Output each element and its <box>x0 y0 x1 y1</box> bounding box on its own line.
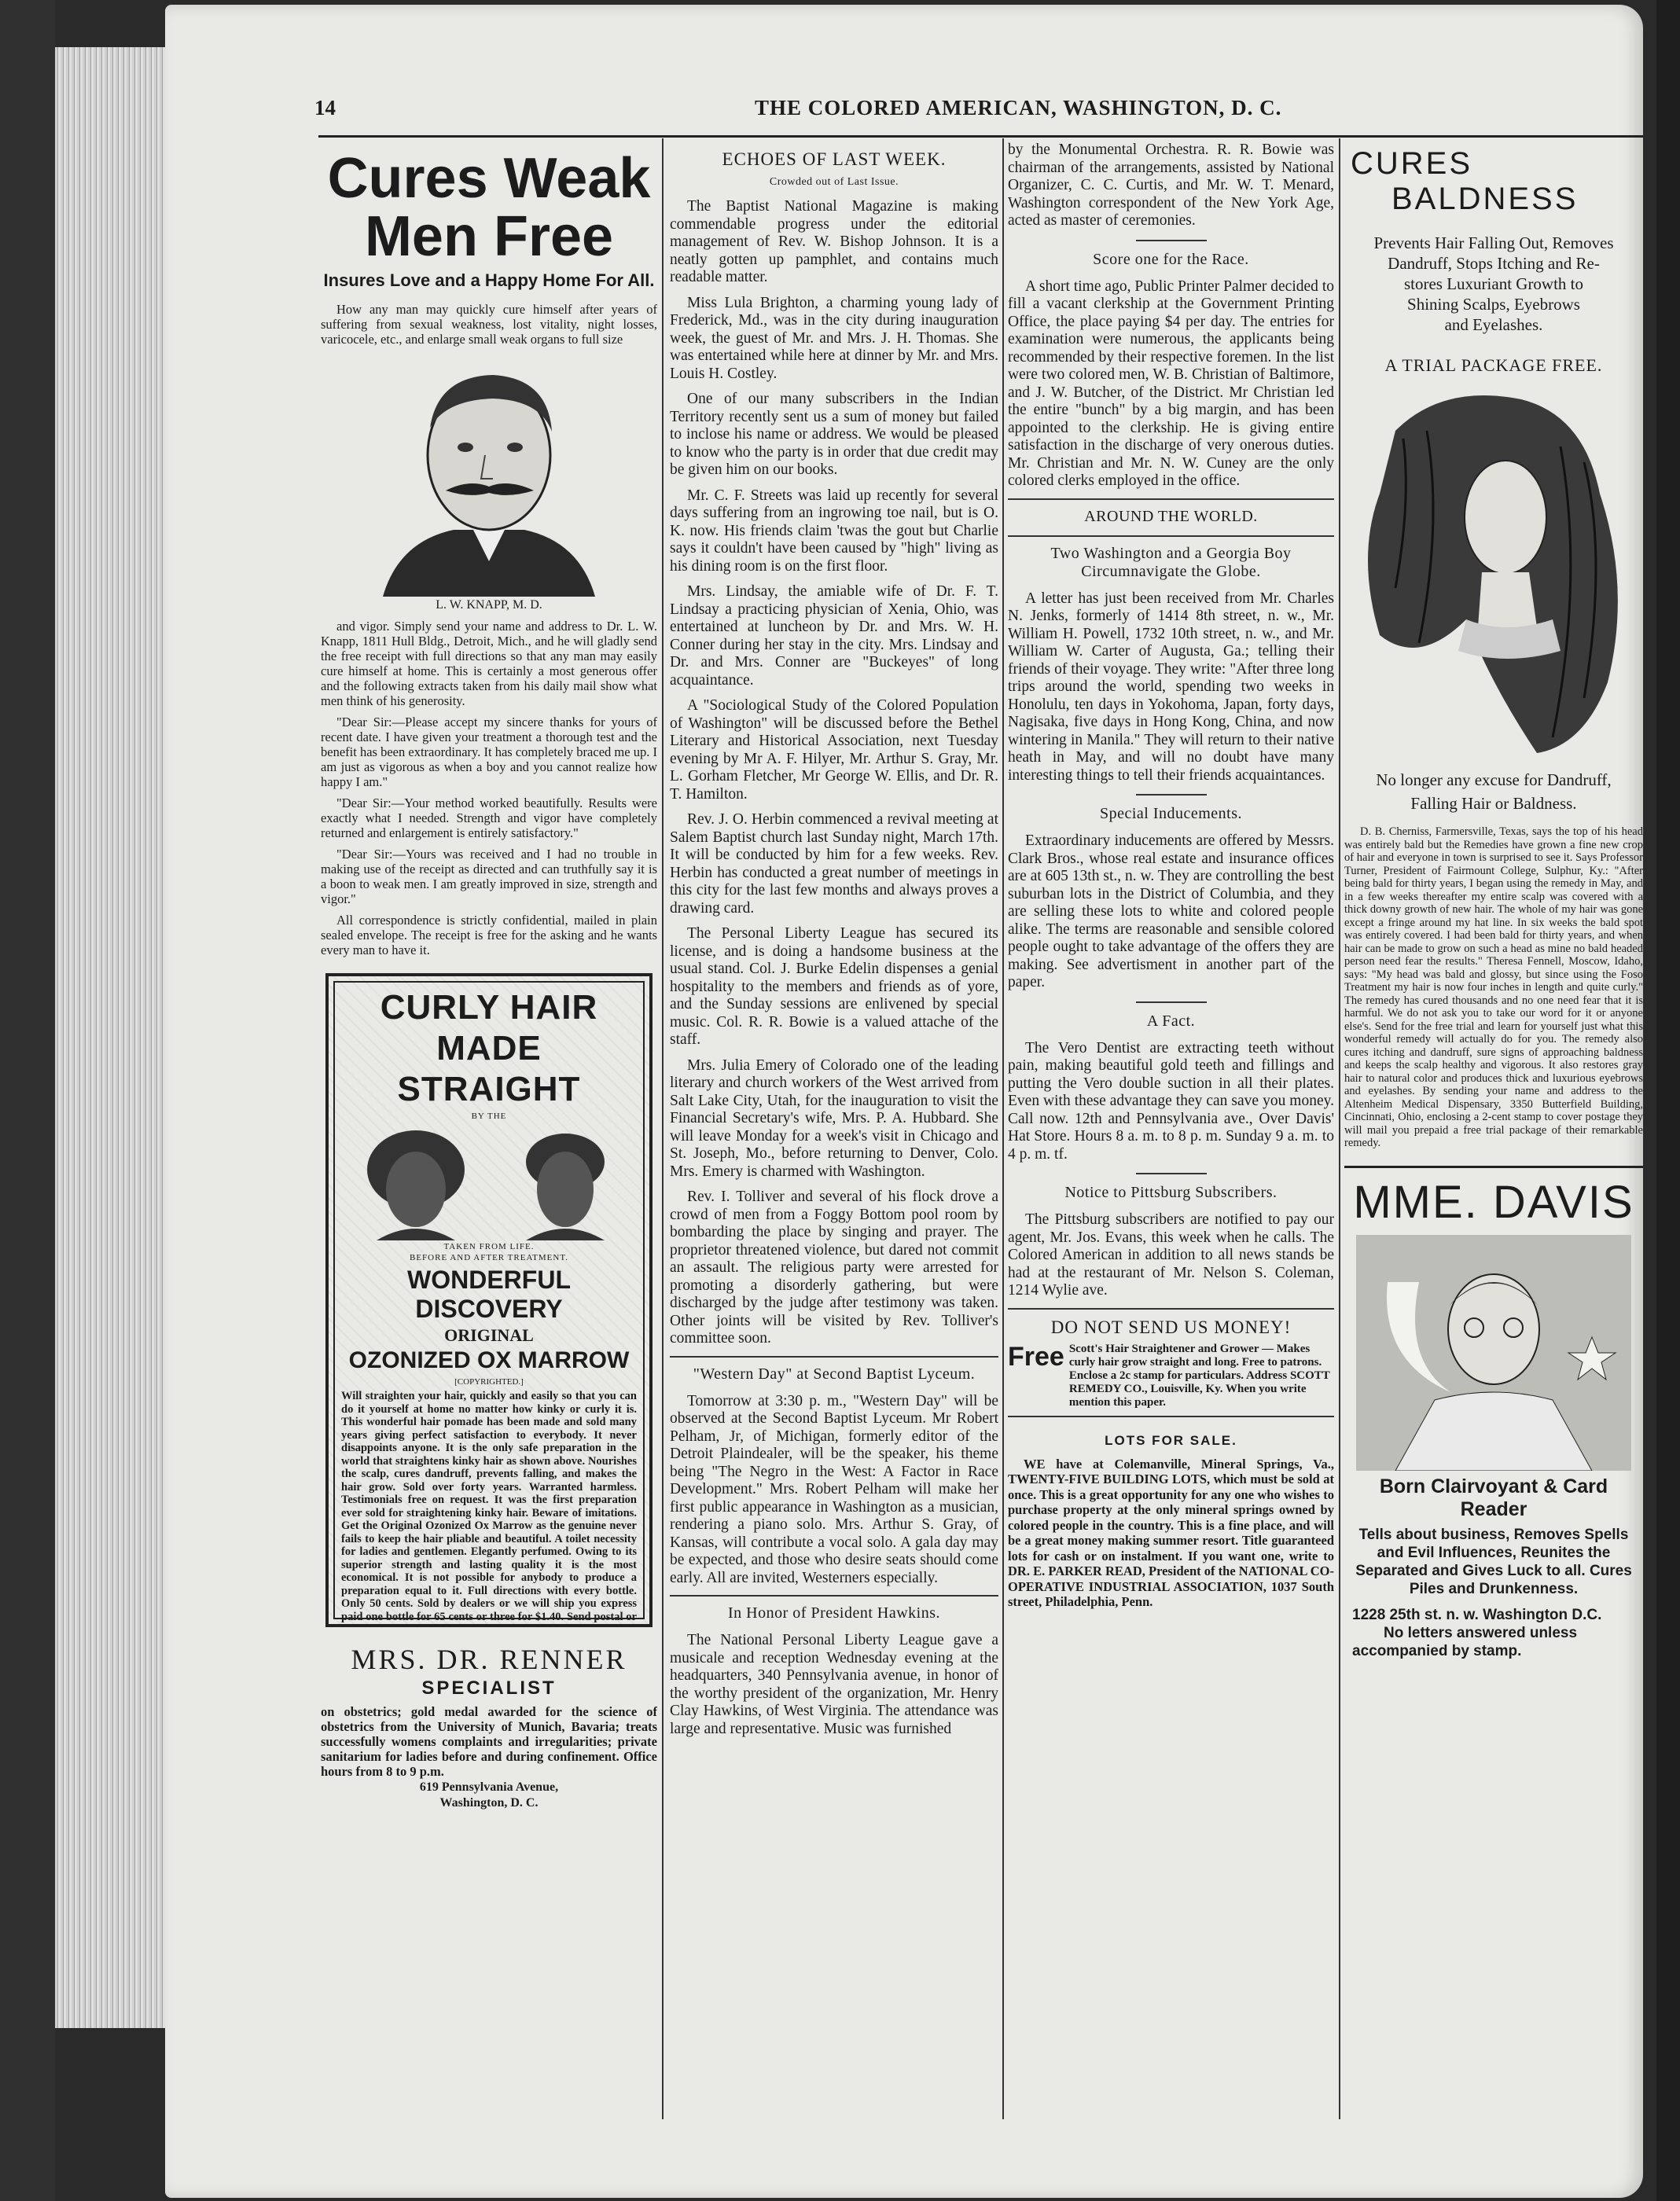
divider <box>1136 1001 1207 1003</box>
free-word: Free <box>1008 1341 1064 1372</box>
ozonized-label: OZONIZED OX MARROW <box>348 1347 630 1373</box>
ad-body: and vigor. Simply send your name and address to Dr. L. W. Knapp, 1811 Hull Bldg., Detroit, Mich., and he will gladly send the free receipt with full directions so that any man may easily cure himself at home. This is certainly a most generous offer and the following extracts taken from his daily mail show what men think of his generosity. <box>321 619 657 708</box>
testimonial: "Dear Sir:—Your method worked beautifully. Results were exactly what I needed. Strength and vigor have completely returned and enlargement is entirely satisfactory." <box>321 796 657 840</box>
column-rule <box>662 138 664 2119</box>
continued-text: by the Monumental Orchestra. R. R. Bowie was chairman of the arrangements, assisted by National Organizer, C. C. Curtis, and Mr. W. T. Menard, Washington correspondent of the New York Age, acted as master of ceremonies. <box>1008 141 1334 229</box>
echo-paragraph: The Personal Liberty League has secured its license, and is doing a handsome business at the usual stand. Col. J. Burke Edelin dispenses a genial hospitality to the members and friends as of yore, and the Sunday sessions are enlivened by special music. Col. R. R. Bowie is a valued attache of the staff. <box>670 925 998 1048</box>
curly-title-1: CURLY HAIR <box>380 988 598 1027</box>
divider <box>1008 535 1334 537</box>
echo-paragraph: Mr. C. F. Streets was laid up recently for several days suffering from an ingrowing toe nail, but is O. K. now. His friends claim 'twas the gout but Charlie says it couldn't have been caused by "high" living as his dining room is on the first floor. <box>670 487 998 575</box>
paper-title: THE COLORED AMERICAN, WASHINGTON, D. C. <box>755 96 1282 119</box>
page-edges <box>55 47 173 2028</box>
echo-paragraph: Mrs. Lindsay, the amiable wife of Dr. F. T. Lindsay a practicing physician of Xenia, Ohio, was entertained at luncheon by Dr. and Mrs. W. H. Conner during her stay in the city. Mrs. Lindsay and Dr. and Mrs. Conner are "Buckeyes" of long acquaintance. <box>670 583 998 689</box>
western-day-body: Tomorrow at 3:30 p. m., "Western Day" will be observed at the Second Baptist Lyceum. Mr Robert Pelham, Jr, of Michigan, formerly editor of the Detroit Plaindealer, will be the speaker, his theme being "The Negro in the West: A Factor in Race Development." Mrs. Robert Pelham will make her first public appearance in Washington as a musician, rendering a piano solo. Mrs. Arthur S. Gray, of Kansas, will contribute a vocal solo. A gala day may be expected, and those who desire seats should come early. All are invited, Westerners especially. <box>670 1392 998 1586</box>
world-title: AROUND THE WORLD. <box>1084 507 1258 525</box>
before-after-image <box>341 1123 640 1240</box>
echo-paragraph: One of our many subscribers in the Indian Territory recently sent us a sum of money but failed to inclose his name or address. We would be pleased to know who the party is in order that due credit may be given him on our books. <box>670 391 998 478</box>
wonderful-discovery: WONDERFUL DISCOVERY <box>407 1266 571 1323</box>
column-3 <box>1008 141 1334 2107</box>
baldness-title: BALDNESS <box>1391 182 1579 216</box>
lots-title: LOTS FOR SALE. <box>1105 1432 1237 1448</box>
lots-body: WE have at Colemanville, Mineral Springs, Va., TWENTY-FIVE BUILDING LOTS, which must be sold at once. This is a great opportunity for any one who wishes to purchase property at the only mineral springs owned by colored people in the country. This is a fine place, and will be a great money making summer resort. Title guaranteed lots for cash or on instalment. If you want one, write to DR. E. PARKER READ, President of the NATIONAL CO-OPERATIVE INDUSTRIAL ASSOCIATION, 1037 South street, Philadelphia, Penn. <box>1008 1456 1334 1609</box>
scott-ad-text: Scott's Hair Straightener and Grower — Makes curly hair grow straight and long. Free to patrons. Enclose a 2c stamp for particulars. Address SCOTT REMEDY CO., Louisville, Ky. When you write mention this paper. <box>1068 1342 1330 1409</box>
ad-title: Cures Weak Men Free <box>327 147 651 268</box>
scan-edge <box>1656 0 1680 2201</box>
race-title: Score one for the Race. <box>1093 250 1249 268</box>
renner-name: MRS. DR. RENNER <box>351 1644 627 1675</box>
taken-from-life: TAKEN FROM LIFE. <box>443 1242 535 1251</box>
do-not-send-title: DO NOT SEND US MONEY! <box>1050 1317 1292 1337</box>
original-label: ORIGINAL <box>444 1325 534 1345</box>
renner-address-1: 619 Pennsylvania Avenue, <box>419 1780 559 1794</box>
crowded-note: Crowded out of Last Issue. <box>769 176 899 188</box>
tells-about: Tells about business, Removes Spells and Evil Influences, Reunites the Separated and Gives Luck to all. Cures Piles and Drunkenness. <box>1355 1526 1632 1597</box>
testimonial: "Dear Sir:—Please accept my sincere thanks for yours of recent date. I have given your treatment a thorough test and the benefit has been extraordinary. It has completely braced me up. I am just as vigorous as when a boy and you cannot realize how happy I am." <box>321 715 657 789</box>
woman-long-hair-image <box>1348 384 1639 761</box>
column-2 <box>670 141 998 2107</box>
world-body: A letter has just been received from Mr. Charles N. Jenks, formerly of 1414 8th street, n. w., Mr. William H. Powell, 1732 10th street, n. w., and Mr. William W. Carter of Augusta, Ga.; telling their friends of their voyage. They write: "After three long trips around the world, spending two weeks in Honolulu, ten days in Yokohoma, Japan, forty days, Nagisaka, five days in Hong Kong, China, and now wintering in Manila." They will return to their native heath in May, and will no doubt have many interesting things to tell their friends acquaintances. <box>1008 590 1334 784</box>
hair-claim-line: Prevents Hair Falling Out, Removes <box>1373 233 1614 252</box>
special-title: Special Inducements. <box>1099 805 1243 822</box>
ox-marrow-body: Will straighten your hair, quickly and easily so that you can do it yourself at home no matter how kinky or curly it is. This wonderful hair pomade has been made and sold many years giving perfect satisfaction to everybody. It never disappoints anyone. It is the only safe preparation in the world that straightens kinky hair as shown above. Nourishes the scalp, cures dandruff, prevents falling, and makes the hair grow. Sold over forty years. Warranted harmless. Testimonials free on request. It was the first preparation ever sold for straightening kinky hair. Beware of imitations. Get the Original Ozonized Ox Marrow as the genuine never fails to keep the hair pliable and beautiful. A toilet necessity for ladies and gentlemen. Elegantly perfumed. Owing to its superior strength and lasting quality it is the most economical. It is not possible for anybody to produce a preparation equal to it. Full directions with every bottle. Only 50 cents. Sold by dealers or we will ship you express paid one bottle for 65 cents or three for $1.40. Send postal or <box>341 1390 637 1623</box>
clairvoyant-portrait-image <box>1356 1235 1631 1471</box>
divider <box>1136 794 1207 796</box>
hair-claim-line: and Eyelashes. <box>1444 315 1543 334</box>
header-rule <box>318 135 1643 138</box>
hair-claim-line: Dandruff, Stops Itching and Re- <box>1388 254 1600 273</box>
world-subtitle: Two Washington and a Georgia Boy Circumnavigate the Globe. <box>1050 544 1292 580</box>
hair-claim-line: stores Luxuriant Growth to <box>1403 274 1584 293</box>
echo-paragraph: Rev. I. Tolliver and several of his flock drove a crowd of men from a Foggy Bottom pool room by bombarding the place by singing and prayer. The proprietor threatened violence, but dared not commit an assault. The religious party were arrested for promoting a disorderly gathering, but were discharged by the judge after testimony was taken. Other joints will be visited by Rev. Tolliver's committee soon. <box>670 1189 998 1347</box>
race-body: A short time ago, Public Printer Palmer decided to fill a vacant clerkship at the Government Printing Office, the place paying $4 per day. The entries for examination were numerous, the applicants being recommended by their respective foremen. In the list were two colored men, W. B. Christian of Baltimore, and J. W. Butcher, of the District. Mr Christian led the entire "bunch" by a big margin, and has been appointed to the clerkship. He is giving entire satisfaction in the discharge of very onerous duties. Mr. Christian and Mr. N. W. Cuney are the only colored clerks employed in the office. <box>1008 277 1334 489</box>
cures-title: CURES <box>1351 146 1473 181</box>
divider <box>1136 240 1207 241</box>
ox-marrow-ad <box>325 973 653 1627</box>
echo-paragraph: The Baptist National Magazine is making commendable progress under the editorial management of Rev. W. Bishop Johnson. It is a neatly gotten up pamphlet, and contains much readable matter. <box>670 198 998 285</box>
special-body: Extraordinary inducements are offered by Messrs. Clark Bros., whose real estate and insurance offices are at 605 13th st., n. w. They are controlling the best suburban lots in the District of Columbia, and they are selling these lots to white and colored people alike. The terms are reasonable and sensible colored people ought to take advantage of the offers they are making. See advertisment in another part of the paper. <box>1008 832 1334 990</box>
davis-address: 1228 25th st. n. w. Washington D.C. <box>1352 1606 1602 1623</box>
echoes-title: ECHOES OF LAST WEEK. <box>722 149 947 169</box>
book-binding <box>0 0 55 2201</box>
renner-address-2: Washington, D. C. <box>439 1796 539 1810</box>
mme-davis-title: MME. DAVIS <box>1353 1176 1634 1228</box>
hawkins-title: In Honor of President Hawkins. <box>728 1604 940 1622</box>
no-letters-line: No letters answered unless accompanied by stamp. <box>1352 1624 1578 1659</box>
renner-specialist: SPECIALIST <box>421 1677 557 1699</box>
pittsburg-body: The Pittsburg subscribers are notified to pay our agent, Mr. Jos. Evans, this week when he calls. The Colored American in addition to all news stands be had at the restaurant of Mr. Nelson S. Coleman, 1214 Wylie ave. <box>1008 1211 1334 1299</box>
western-day-title: "Western Day" at Second Baptist Lyceum. <box>693 1365 976 1383</box>
divider <box>670 1595 998 1597</box>
trial-package-title: A TRIAL PACKAGE FREE. <box>1384 355 1603 375</box>
column-1 <box>321 141 657 2107</box>
no-longer-line-2: Falling Hair or Baldness. <box>1410 794 1577 813</box>
echo-paragraph: A "Sociological Study of the Colored Population of Washington" will be discussed before the Bethel Literary and Historical Association, next Tuesday evening by Mr A. F. Hilyer, Mr. Arthur S. Gray, Mr. L. Gorham Fletcher, Mr George W. Ellis, and Dr. R. T. Hamilton. <box>670 697 998 803</box>
column-4 <box>1344 141 1643 2107</box>
scott-ad <box>1008 1343 1334 1409</box>
curly-title-2: MADE STRAIGHT <box>397 1029 581 1108</box>
baldness-testimonials: D. B. Cherniss, Farmersville, Texas, says the top of his head was entirely bald but the Remedies have grown a fine new crop of hair and everyone in town is surprised to see it. Says Professor Turner, President of Fairmount College, Sulphur, Ky.: "After being bald for thirty years, I began using the remedy in May, and in a few weeks thereafter my entire scalp was covered with a thick downy growth of new hair. The whole of my hair was gone except a fringe around my hat line. In six weeks the bald spot was entirely covered. I had been bald for thirty years, and when hair can be made to grow on such a head as mine no bald headed person need fear the results." Theresa Fennell, Moscow, Idaho, says: "My head was bald and glossy, but since using the Foso Treatment my hair is now four inches in length and quite curly." The remedy has cured thousands and no one need fear that it is harmful. We do not ask you to take our word for it or anyone else's. Send for the free trial and learn for yourself just what this wonderful remedy will actually do for you. The remedy also cures itching and dandruff, sure signs of approaching baldness and keeps the scalp healthy and vigorous. It also restores gray hair to natural color and produces thick and luxurious eyebrows and eyelashes. By sending your name and address to the Altenheim Medical Dispensary, 3350 Butterfield Building, Cincinnati, Ohio, enclosing a 2-cent stamp to cover postage they will mail you prepaid a free trial package of their remarkable remedy. <box>1344 825 1643 1149</box>
page-number: 14 <box>314 96 336 119</box>
divider <box>1008 1416 1334 1417</box>
fact-title: A Fact. <box>1146 1012 1196 1030</box>
portrait-caption: L. W. KNAPP, M. D. <box>436 598 542 612</box>
no-longer-line-1: No longer any excuse for Dandruff, <box>1376 770 1612 789</box>
echo-paragraph: Rev. J. O. Herbin commenced a revival meeting at Salem Baptist church last Sunday night, March 17th. It will be conducted by him for a few weeks. Rev. Herbin has conducted a great number of meetings in this city for the last few months and always proves a drawing card. <box>670 811 998 917</box>
doctor-portrait-image <box>367 353 611 597</box>
mme-davis-ad <box>1344 1166 1643 1660</box>
divider <box>670 1356 998 1358</box>
born-clairvoyant: Born Clairvoyant & Card Reader <box>1379 1475 1608 1520</box>
renner-body: on obstetrics; gold medal awarded for the science of obstetrics from the University of Munich, Bavaria; treats successfully womens complaints and irregularities; private sanitarium for ladies before and during confinement. Office hours from 8 to 9 p.m. <box>321 1704 657 1779</box>
by-the: BY THE <box>471 1112 507 1121</box>
before-after: BEFORE AND AFTER TREATMENT. <box>410 1253 568 1262</box>
hawkins-body: The National Personal Liberty League gave a musicale and reception Wednesday evening at the headquarters, 340 Pennsylvania avenue, in honor of the worthy president of the organization, Mr. Henry Clay Hawkins, of West Virginia. The attendance was large and representative. Music was furnished <box>670 1632 998 1737</box>
testimonial: "Dear Sir:—Yours was received and I had no trouble in making use of the receipt as directed and can truthfully say it is a boon to weak men. I am greatly improved in size, strength and vigor." <box>321 847 657 906</box>
ad-footer: All correspondence is strictly confidential, mailed in plain sealed envelope. The receipt is free for the asking and he wants every man to have it. <box>321 913 657 957</box>
page-header <box>314 93 1643 127</box>
divider <box>1008 498 1334 500</box>
divider <box>1136 1173 1207 1174</box>
ad-intro: How any man may quickly cure himself after years of suffering from sexual weakness, lost vitality, night losses, varicocele, etc., and enlarge small weak organs to full size <box>321 302 657 347</box>
hair-claim-line: Shining Scalps, Eyebrows <box>1407 295 1580 314</box>
column-rule <box>1339 138 1340 2119</box>
copyright-label: [COPYRIGHTED.] <box>454 1377 524 1387</box>
pittsburg-title: Notice to Pittsburg Subscribers. <box>1064 1184 1277 1201</box>
fact-body: The Vero Dentist are extracting teeth without pain, making beautiful gold teeth and fillings and putting the Vero double suction in all their plates. Even with these advantage they can save you money. Call now. 12th and Pennsylvania ave., Over Davis' Hat Store. Hours 8 a. m. to 8 p. m. Sunday 9 a. m. to 4 p. m. tf. <box>1008 1039 1334 1163</box>
divider <box>1008 1308 1334 1310</box>
echo-paragraph: Mrs. Julia Emery of Colorado one of the leading literary and church workers of the West arrived from Salt Lake City, Utah, for the inauguration to visit the Financial Secretary's wife, Mrs. P. A. Hubbard. She will leave Monday for a week's visit in Chicago and St. Joseph, Mo., before returning to Denver, Colo. Mrs. Emery is charmed with Washington. <box>670 1056 998 1180</box>
ad-subtitle: Insures Love and a Happy Home For All. <box>323 270 655 290</box>
echo-paragraph: Miss Lula Brighton, a charming young lady of Frederick, Md., was in the city during inauguration week, the guest of Mr. and Mrs. J. H. Thomas. She was entertained while here at dinner by Mr. and Mrs. Louis H. Costley. <box>670 294 998 382</box>
column-rule <box>1002 138 1004 2119</box>
